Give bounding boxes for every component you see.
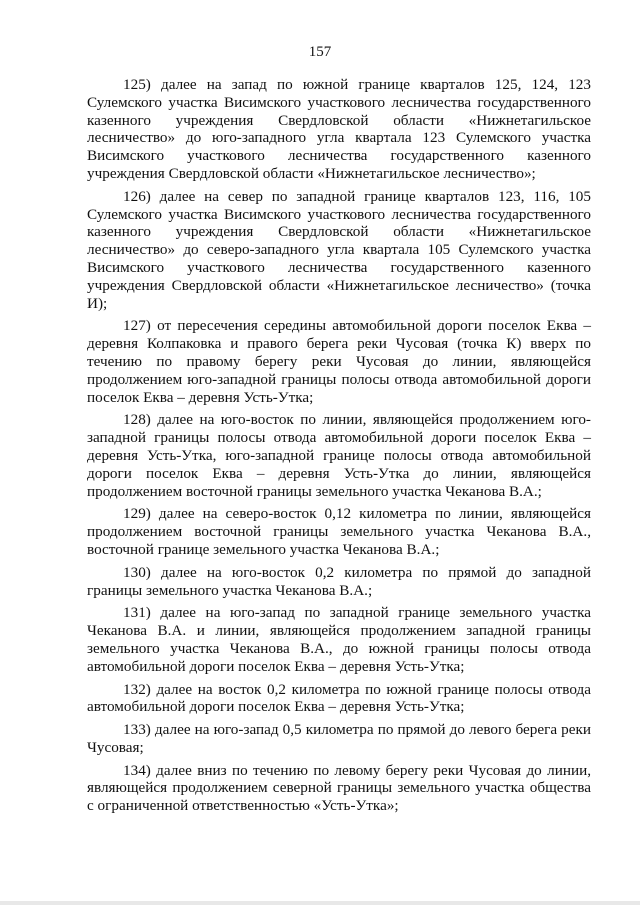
document-body <box>87 76 591 820</box>
scan-edge <box>0 901 640 905</box>
paragraph-126: 126) далее на север по западной границе кварталов 123, 116, 105 Сулемского участка Висимского участкового лесничества государственного казенного учреждения Свердловской области «Нижнетагильское лесничество» до северо-западного угла квартала 105 Сулемского участка Висимского участкового лесничества государственного казенного учреждения Свердловской области «Нижнетагильское лесничество» (точка И); <box>87 187 591 312</box>
paragraph-125: 125) далее на запад по южной границе кварталов 125, 124, 123 Сулемского участка Висимского участкового лесничества государственного казенного учреждения Свердловской области «Нижнетагильское лесничество» до юго-западного угла квартала 123 Сулемского участка Висимского участкового лесничества государственного казенного учреждения Свердловской области «Нижнетагильское лесничество»; <box>87 76 591 182</box>
paragraph-130: 130) далее на юго-восток 0,2 километра по прямой до западной границы земельного участка Чеканова В.А.; <box>87 563 591 599</box>
paragraph-134: 134) далее вниз по течению по левому берегу реки Чусовая до линии, являющейся продолжением северной границы земельного участка общества с ограниченной ответственностью «Усть-Утка»; <box>87 761 591 815</box>
page-number: 157 <box>308 44 332 60</box>
paragraph-129: 129) далее на северо-восток 0,12 километра по линии, являющейся продолжением восточной границы земельного участка Чеканова В.А., восточной границе земельного участка Чеканова В.А.; <box>87 505 591 558</box>
paragraph-127: 127) от пересечения середины автомобильной дороги поселок Еква – деревня Колпаковка и правого берега реки Чусовая (точка К) вверх по течению по правому берегу реки Чусовая до линии, являющейся продолжением юго-западной границы полосы отвода автомобильной дороги поселок Еква – деревня Усть-Утка; <box>87 317 591 406</box>
paragraph-133: 133) далее на юго-запад 0,5 километра по прямой до левого берега реки Чусовая; <box>87 721 591 756</box>
paragraph-132: 132) далее на восток 0,2 километра по южной границе полосы отвода автомобильной дороги поселок Еква – деревня Усть-Утка; <box>87 680 591 716</box>
paragraph-128: 128) далее на юго-восток по линии, являющейся продолжением юго-западной границы полосы отвода автомобильной дороги поселок Еква – деревня Усть-Утка, юго-западной границе полосы отвода автомобильной дороги поселок Еква – деревня Усть-Утка до линии, являющейся продолжением восточной границы земельного участка Чеканова В.А.; <box>87 411 591 500</box>
paragraph-131: 131) далее на юго-запад по западной границе земельного участка Чеканова В.А. и линии, являющейся продолжением западной границы земельного участка Чеканова В.А., до южной границы полосы отвода автомобильной дороги поселок Еква – деревня Усть-Утка; <box>87 604 591 675</box>
